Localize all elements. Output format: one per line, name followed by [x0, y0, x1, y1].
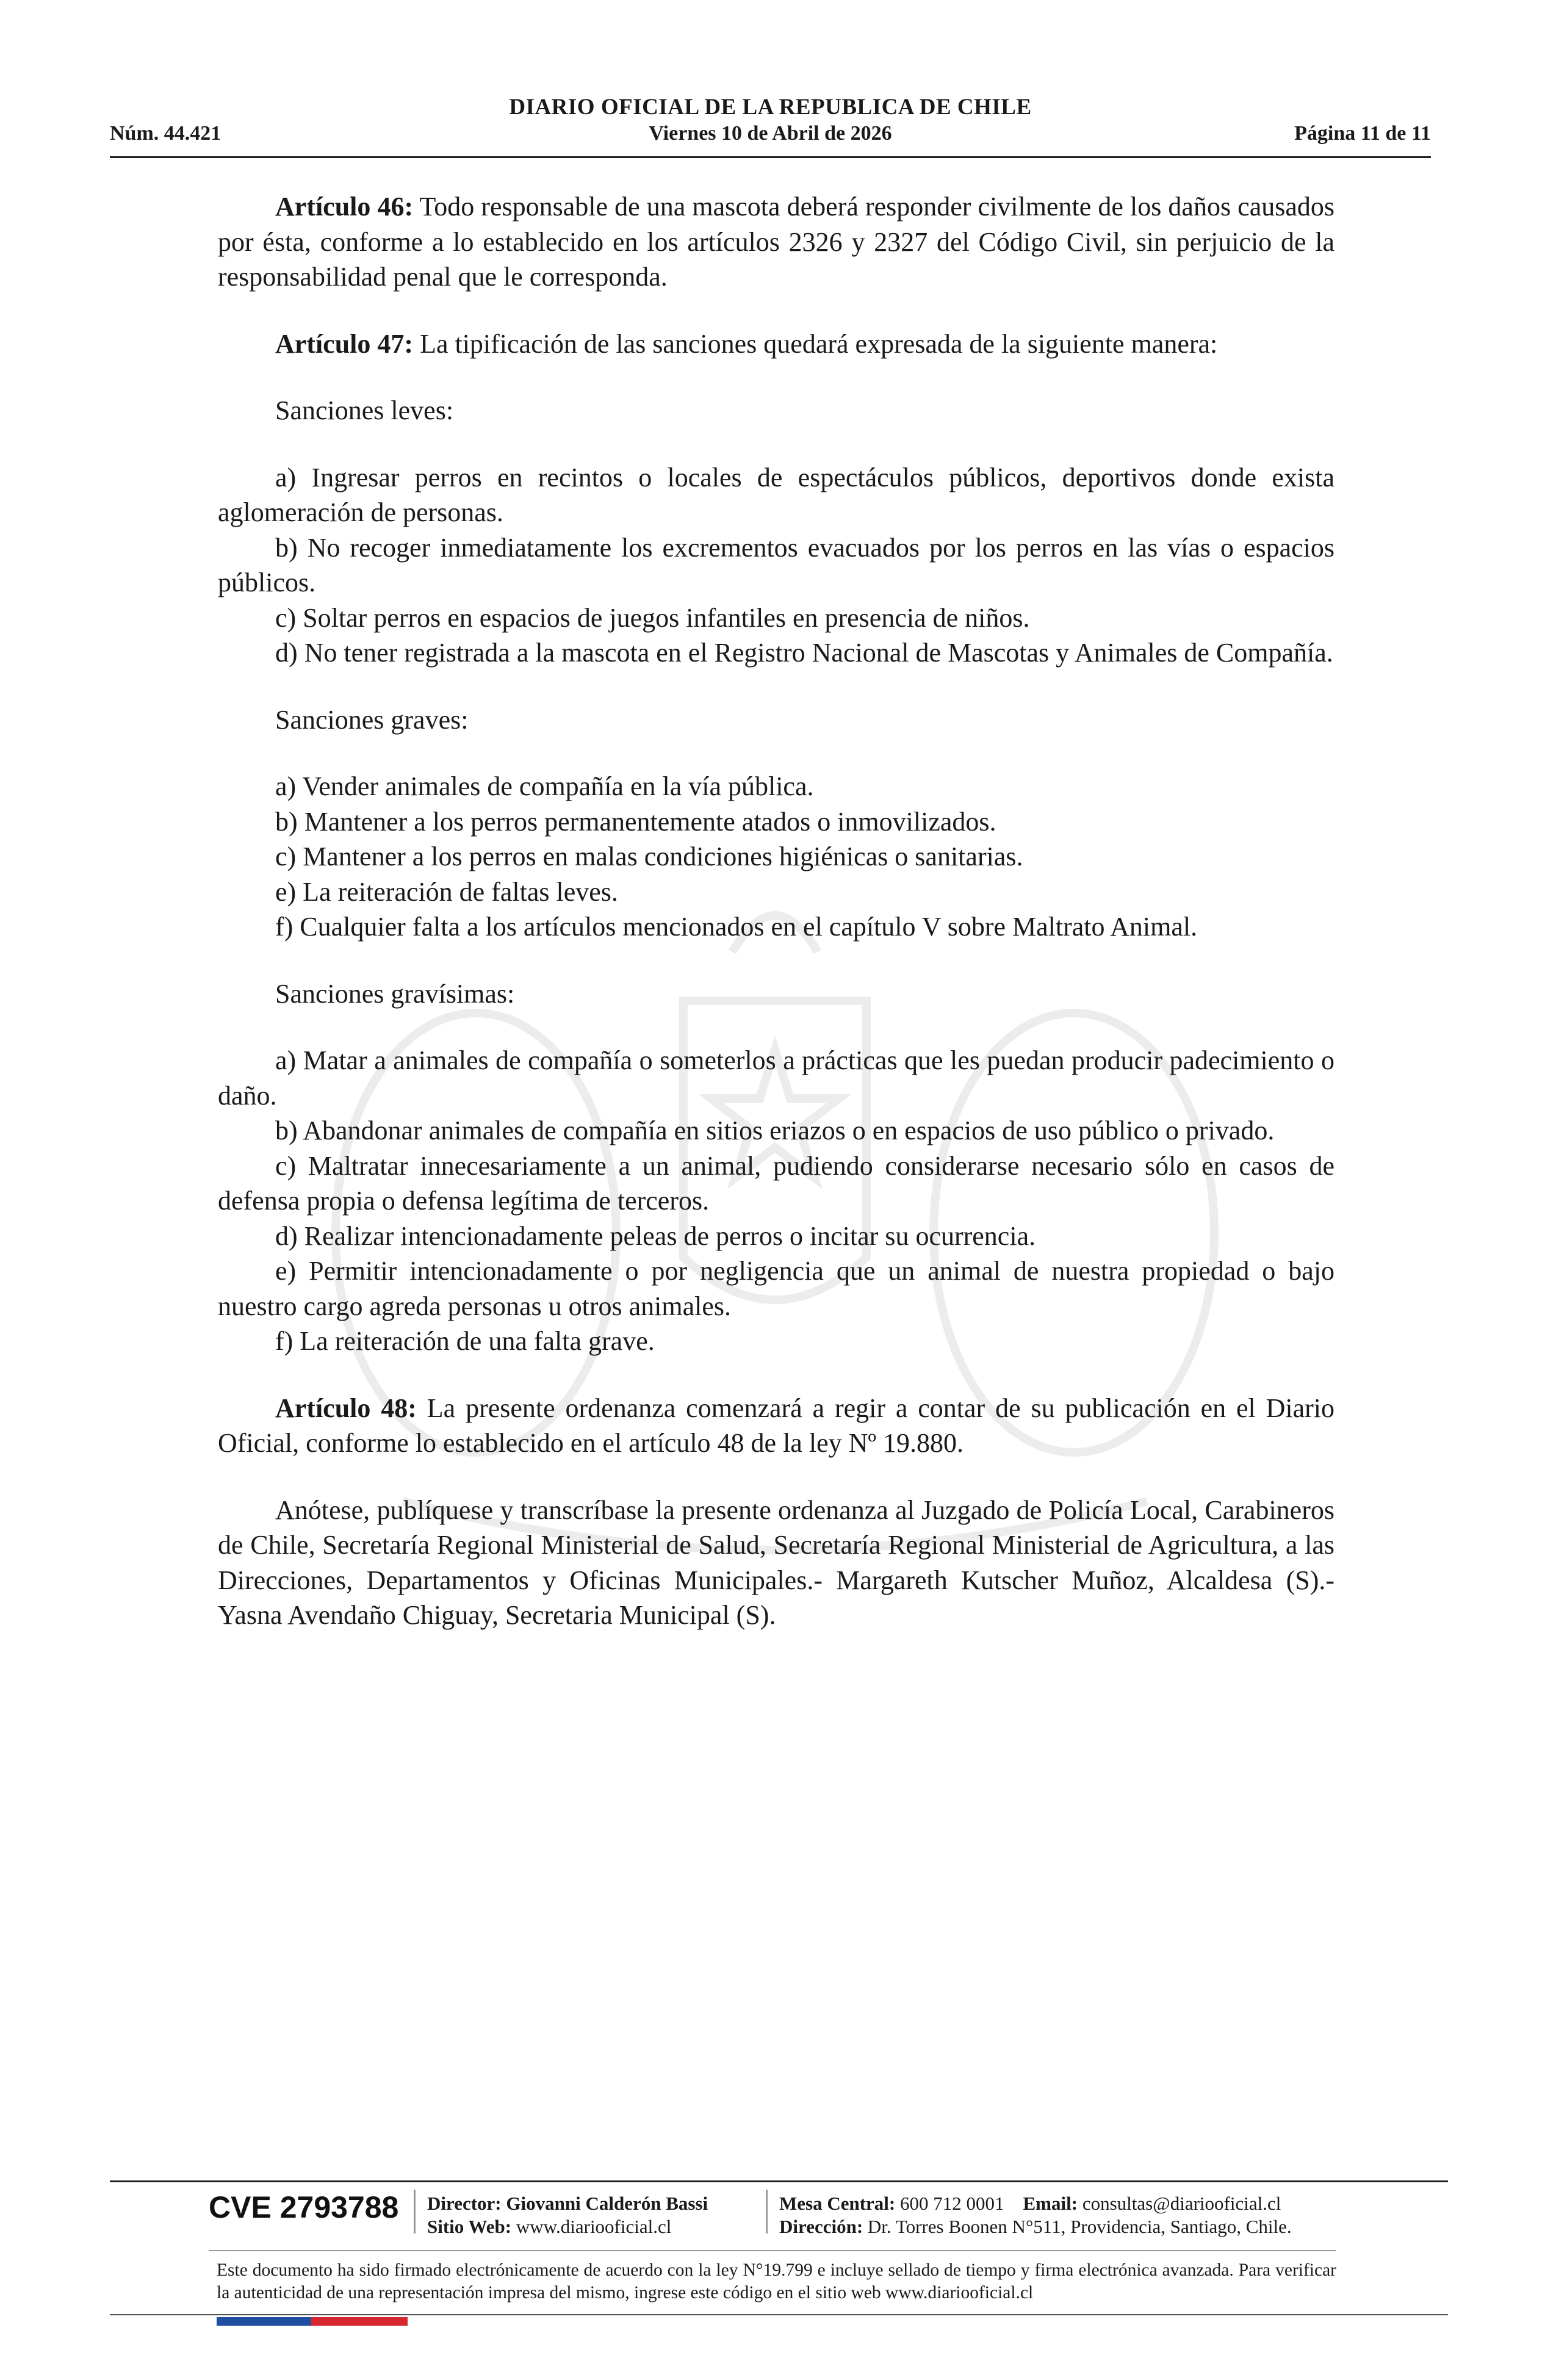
footer-separator: [414, 2190, 416, 2234]
sanciones-graves-heading: Sanciones graves:: [275, 704, 469, 735]
article-48: [218, 1391, 1334, 1461]
director-label: Director:: [427, 2193, 502, 2214]
list-item: d) No tener registrada a la mascota en el Registro Nacional de Mascotas y Animales de Compañía.: [275, 638, 1333, 668]
footer-divider: [110, 2180, 1448, 2182]
electronic-signature-note: Este documento ha sido firmado electrónicamente de acuerdo con la ley N°19.799 e incluye sellado de tiempo y firma electrónica avanzada. Para verificar la autenticidad de una representación impresa del mismo, ingrese este código en el sitio web www.diariooficial.cl: [217, 2260, 1336, 2302]
list-item: f) Cualquier falta a los artículos mencionados en el capítulo V sobre Maltrato Animal.: [275, 912, 1198, 942]
email-link[interactable]: consultas@diariooficial.cl: [1078, 2193, 1281, 2214]
list-item: f) La reiteración de una falta grave.: [275, 1326, 655, 1356]
website-label: Sitio Web:: [427, 2216, 512, 2237]
list-item: c) Soltar perros en espacios de juegos infantiles en presencia de niños.: [275, 602, 1030, 633]
article-47-text: La tipificación de las sanciones quedará expresada de la siguiente manera:: [413, 328, 1218, 359]
sanciones-gravisimas-heading: Sanciones gravísimas:: [275, 978, 515, 1009]
footer-separator: [766, 2190, 768, 2234]
flag-stripe-red: [311, 2317, 408, 2326]
header-divider: [110, 156, 1431, 158]
flag-stripe-blue: [217, 2317, 311, 2326]
article-47: [218, 326, 1334, 362]
article-46-text: Todo responsable de una mascota deberá responder civilmente de los daños causados por ésta, conforme a lo establecido en los artículos 2326 y 2327 del Código Civil, sin perjuicio de la responsabilidad penal que le corresponda.: [218, 192, 1334, 292]
phone-label: Mesa Central:: [779, 2193, 896, 2214]
email-label: Email:: [1023, 2193, 1078, 2214]
phone-number: 600 712 0001: [895, 2193, 1004, 2214]
article-46: [218, 189, 1334, 295]
list-item: a) Matar a animales de compañía o someterlos a prácticas que les puedan producir padecimiento o daño.: [218, 1045, 1334, 1111]
list-item: c) Maltratar innecesariamente a un animal, pudiendo considerarse necesario sólo en casos de defensa propia o defensa legítima de terceros.: [218, 1150, 1334, 1216]
cve-code: CVE 2793788: [209, 2190, 399, 2224]
list-item: b) Abandonar animales de compañía en sitios eriazos o en espacios de uso público o privado.: [275, 1116, 1275, 1145]
footer-bottom-divider: [110, 2314, 1448, 2315]
closing-paragraph: Anótese, publíquese y transcríbase la presente ordenanza al Juzgado de Policía Local, Carabineros de Chile, Secretaría Regional Ministerial de Salud, Secretaría Regional Ministerial de Agricultura, a las Direcciones, Departamentos y Oficinas Municipales.- Margareth Kutscher Muñoz, Alcaldesa (S).- Yasna Avendaño Chiguay, Secretaria Municipal (S).: [218, 1495, 1334, 1630]
article-48-label: Artículo 48:: [275, 1393, 417, 1423]
newspaper-title: DIARIO OFICIAL DE LA REPUBLICA DE CHILE: [509, 95, 1032, 120]
list-item: a) Ingresar perros en recintos o locales de espectáculos públicos, deportivos donde exista aglomeración de personas.: [218, 462, 1334, 527]
footer-contact-block: [779, 2192, 1292, 2238]
page-header: [110, 94, 1431, 155]
sanciones-leves-heading: Sanciones leves:: [275, 395, 454, 425]
director-name: Giovanni Calderón Bassi: [501, 2193, 708, 2214]
list-item: d) Realizar intencionadamente peleas de perros o incitar su ocurrencia.: [275, 1221, 1036, 1251]
issue-date: Viernes 10 de Abril de 2026: [649, 122, 892, 145]
article-46-label: Artículo 46:: [275, 192, 414, 222]
list-item: e) La reiteración de faltas leves.: [275, 876, 618, 907]
address-value: Dr. Torres Boonen N°511, Providencia, Santiago, Chile.: [863, 2216, 1292, 2237]
list-item: a) Vender animales de compañía en la vía pública.: [275, 771, 814, 801]
website-link[interactable]: www.diariooficial.cl: [511, 2216, 672, 2237]
article-48-text: La presente ordenanza comenzará a regir a contar de su publicación en el Diario Oficial, conforme lo establecido en el artículo 48 de la ley Nº 19.880.: [218, 1393, 1334, 1458]
footer-inner-divider: [209, 2250, 1336, 2251]
list-item: b) No recoger inmediatamente los excrementos evacuados por los perros en las vías o espacios públicos.: [218, 532, 1334, 597]
list-item: b) Mantener a los perros permanentemente atados o inmovilizados.: [275, 806, 996, 837]
document-body: [218, 189, 1334, 1633]
address-label: Dirección:: [779, 2216, 863, 2237]
article-47-label: Artículo 47:: [275, 328, 414, 359]
list-item: e) Permitir intencionadamente o por negligencia que un animal de nuestra propiedad o bajo nuestro cargo agreda personas u otros animales.: [218, 1256, 1334, 1321]
list-item: c) Mantener a los perros en malas condiciones higiénicas o sanitarias.: [275, 842, 1023, 871]
issue-number: Núm. 44.421: [110, 122, 222, 145]
footer-director-block: [427, 2192, 708, 2238]
page-number: Página 11 de 11: [1294, 122, 1431, 145]
